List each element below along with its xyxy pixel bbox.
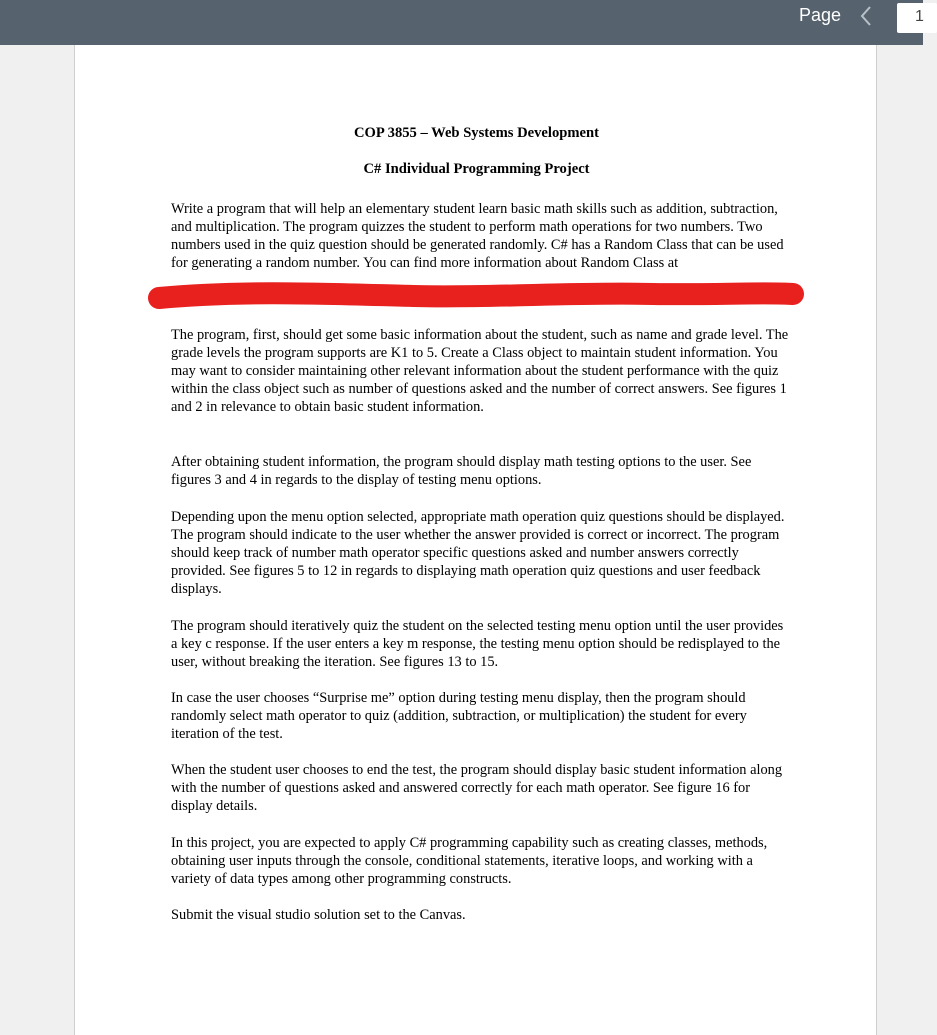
- course-title: COP 3855 – Web Systems Development: [354, 125, 599, 141]
- paragraph-testing-options: After obtaining student information, the program should display math testing options to the user. See figures 3 and 4 in regards to the display of testing menu options.: [171, 454, 752, 489]
- project-title: C# Individual Programming Project: [363, 161, 590, 177]
- paragraph-student-info: The program, first, should get some basic information about the student, such as name and grade level. The grade levels the program supports are K1 to 5. Create a Class object to maintain student information. You may want to consider maintaining other relevant information about the student performance with the quiz within the class object such as number of questions asked and the number of correct answers. See figures 1 and 2 in relevance to obtain basic student information.: [171, 327, 789, 416]
- paragraph-menu-option: Depending upon the menu option selected, appropriate math operation quiz questions should be displayed. The program should indicate to the user whether the answer provided is correct or incorrect. The program should keep track of number math operator specific questions asked and number answers correctly provided. See figures 5 to 12 in regards to displaying math operation quiz questions and user feedback displays.: [171, 509, 785, 598]
- paragraph-intro: Write a program that will help an elementary student learn basic math skills such as addition, subtraction, and multiplication. The program quizzes the student to perform math operations for two numbers. Two numbers used in the quiz question should be generated randomly. C# has a Random Class that can be used for generating a random number. You can find more information about Random Class at: [171, 201, 784, 272]
- paragraph-end-test: When the student user chooses to end the test, the program should display basic student information along with the number of questions asked and answered correctly for each math operator. See figure 16 for display details.: [171, 762, 783, 815]
- page-label: Page: [799, 5, 842, 25]
- page-number-input[interactable]: 1: [897, 3, 937, 33]
- paragraph-submit: Submit the visual studio solution set to the Canvas.: [171, 907, 466, 923]
- paragraph-expectations: In this project, you are expected to apply C# programming capability such as creating classes, methods, obtaining user inputs through the console, conditional statements, iterative loops, and working with a variety of data types among other programming constructs.: [171, 835, 768, 888]
- paragraph-surprise-me: In case the user chooses “Surprise me” option during testing menu display, then the program should randomly select math operator to quiz (addition, subtraction, or multiplication) the student for every iteration of the test.: [171, 690, 747, 743]
- paragraph-iteration: The program should iteratively quiz the student on the selected testing menu option until the user provides a key c response. If the user enters a key m response, the testing menu option should be redisplayed to the user, without breaking the iteration. See figures 13 to 15.: [171, 618, 784, 671]
- viewer-toolbar: [0, 0, 923, 45]
- chevron-left-icon: [859, 5, 873, 27]
- redaction-mark: [153, 282, 805, 312]
- previous-page-button[interactable]: [852, 4, 880, 28]
- document-page: [74, 45, 877, 1035]
